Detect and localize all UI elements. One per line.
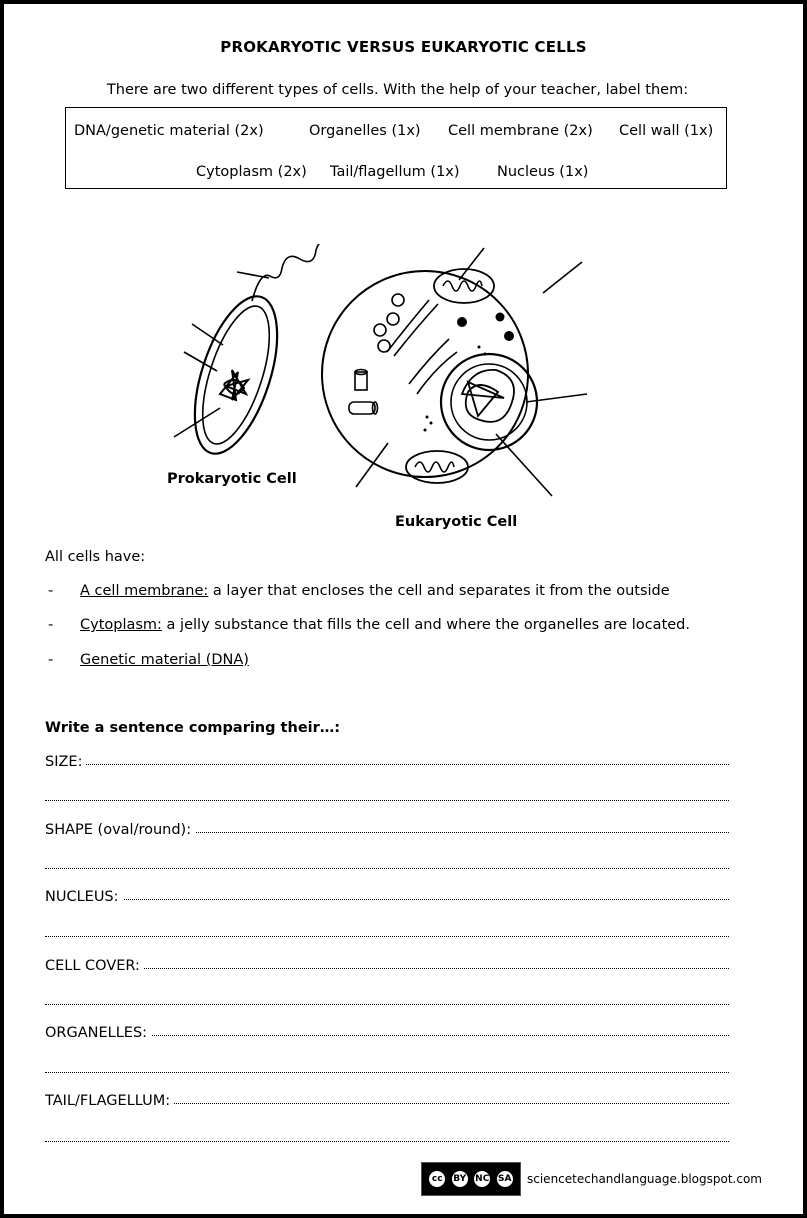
answer-field-cell-cover[interactable] bbox=[45, 958, 729, 974]
site-url[interactable]: sciencetechandlanguage.blogspot.com bbox=[527, 1172, 762, 1186]
answer-field-size[interactable] bbox=[45, 754, 729, 770]
question-label: SIZE: bbox=[45, 754, 86, 770]
question-label: SHAPE (oval/round): bbox=[45, 822, 195, 838]
answer-line[interactable] bbox=[45, 936, 729, 937]
answer-line[interactable] bbox=[45, 1004, 729, 1005]
word-bank-item: Nucleus (1x) bbox=[497, 164, 589, 180]
page-title: PROKARYOTIC VERSUS EUKARYOTIC CELLS bbox=[220, 38, 587, 56]
bullet-item: - Cytoplasm: a jelly substance that fills the cell and where the organelles are located. bbox=[48, 617, 690, 633]
answer-field-shape[interactable] bbox=[45, 822, 729, 838]
question-label: NUCLEUS: bbox=[45, 889, 123, 905]
answer-line[interactable] bbox=[45, 1141, 729, 1142]
creative-commons-icon bbox=[421, 1162, 521, 1196]
intro-text: There are two different types of cells. With the help of your teacher, label them: bbox=[106, 82, 689, 98]
word-bank-item: Tail/flagellum (1x) bbox=[330, 164, 460, 180]
bullet-item: - Genetic material (DNA) bbox=[48, 652, 249, 668]
word-bank-item: Cytoplasm (2x) bbox=[196, 164, 307, 180]
answer-line[interactable] bbox=[45, 868, 729, 869]
answer-line[interactable] bbox=[45, 1072, 729, 1073]
prokaryotic-cell-drawing bbox=[174, 244, 322, 463]
word-bank-item: DNA/genetic material (2x) bbox=[74, 123, 264, 139]
question-label: CELL COVER: bbox=[45, 958, 144, 974]
by-icon: BY bbox=[450, 1169, 470, 1189]
bullet-desc: a jelly substance that fills the cell and where the organelles are located. bbox=[161, 617, 690, 633]
cc-icon: cc bbox=[427, 1169, 447, 1189]
question-label: TAIL/FLAGELLUM: bbox=[45, 1093, 174, 1109]
question-label: ORGANELLES: bbox=[45, 1025, 151, 1041]
all-cells-heading: All cells have: bbox=[45, 549, 146, 565]
write-heading: Write a sentence comparing their…: bbox=[45, 720, 341, 736]
bullet-item: - A cell membrane: a layer that encloses the cell and separates it from the outside bbox=[48, 583, 670, 599]
footer bbox=[421, 1162, 762, 1196]
nc-icon: NC bbox=[472, 1169, 492, 1189]
prokaryotic-cell-label: Prokaryotic Cell bbox=[167, 471, 297, 487]
answer-field-organelles[interactable] bbox=[45, 1025, 729, 1041]
eukaryotic-cell-drawing bbox=[322, 248, 587, 496]
cell-diagram bbox=[162, 244, 592, 544]
answer-field-tail[interactable] bbox=[45, 1093, 729, 1109]
word-bank-box bbox=[65, 107, 727, 189]
answer-field-nucleus[interactable] bbox=[45, 889, 729, 905]
bullet-term: Cytoplasm: bbox=[80, 617, 162, 633]
word-bank-item: Cell wall (1x) bbox=[619, 123, 714, 139]
word-bank-item: Organelles (1x) bbox=[309, 123, 421, 139]
bullet-term: Genetic material (DNA) bbox=[80, 652, 249, 668]
sa-icon: SA bbox=[495, 1169, 515, 1189]
bullet-term: A cell membrane: bbox=[80, 583, 209, 599]
bullet-desc: a layer that encloses the cell and separates it from the outside bbox=[208, 583, 670, 599]
answer-line[interactable] bbox=[45, 800, 729, 801]
word-bank-item: Cell membrane (2x) bbox=[448, 123, 593, 139]
eukaryotic-cell-label: Eukaryotic Cell bbox=[395, 514, 518, 530]
